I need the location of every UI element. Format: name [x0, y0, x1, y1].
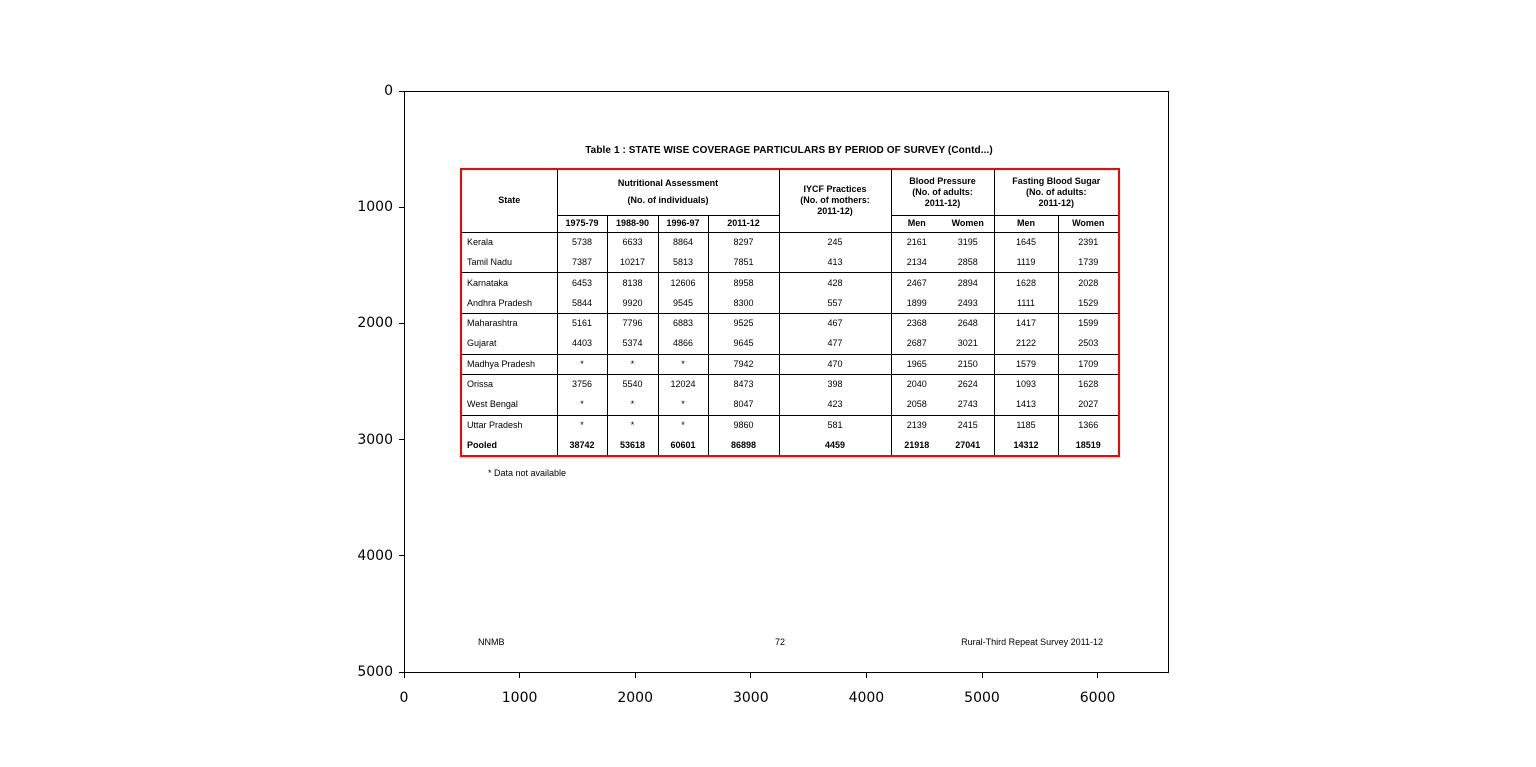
x-axis-tick [866, 673, 867, 678]
table-row-uttar-pradesh [461, 415, 1119, 435]
value-cell: 1709 [1058, 354, 1119, 374]
y-axis-tick-label: 1000 [357, 199, 393, 216]
y-axis-tick-label: 4000 [357, 547, 393, 564]
value-cell: 1413 [994, 395, 1058, 415]
value-cell: 5374 [607, 334, 658, 354]
header-bp-men: Men [891, 215, 942, 232]
header-year-2011-12: 2011-12 [708, 215, 779, 232]
footer-survey-name: Rural-Third Repeat Survey 2011-12 [961, 637, 1103, 647]
value-cell: * [607, 354, 658, 374]
value-cell: 12606 [658, 273, 708, 293]
y-axis-tick [399, 323, 404, 324]
value-cell: 1119 [994, 252, 1058, 272]
value-cell: 8297 [708, 232, 779, 252]
header-na-line2: (No. of individuals) [627, 195, 709, 206]
table-row-tamil-nadu [461, 252, 1119, 272]
header-fbs-line1: Fasting Blood Sugar [1012, 175, 1101, 186]
table-row-orissa [461, 375, 1119, 395]
header-year-1975-79: 1975-79 [557, 215, 607, 232]
x-axis-tick [1097, 673, 1098, 678]
value-cell: 2134 [891, 252, 942, 272]
value-cell: 7851 [708, 252, 779, 272]
x-axis-tick-label: 5000 [964, 690, 1000, 706]
value-cell: 2503 [1058, 334, 1119, 354]
header-fbs-men: Men [994, 215, 1058, 232]
table-row-kerala [461, 232, 1119, 252]
value-cell: * [658, 354, 708, 374]
value-cell: 9920 [607, 293, 658, 313]
value-cell: 2058 [891, 395, 942, 415]
footnote: * Data not available [488, 468, 567, 478]
header-iycf-line1: IYCF Practices [803, 184, 867, 195]
header-fbs-line3: 2011-12) [1038, 197, 1075, 208]
coverage-table [460, 168, 1120, 457]
value-cell: 2415 [942, 415, 994, 435]
value-cell: 2028 [1058, 273, 1119, 293]
value-cell: 1093 [994, 375, 1058, 395]
state-cell: Maharashtra [461, 313, 557, 333]
x-axis-tick [982, 673, 983, 678]
value-cell: 245 [779, 232, 891, 252]
value-cell: 4403 [557, 334, 607, 354]
header-iycf-line2: (No. of mothers: [800, 195, 870, 206]
x-axis-tick-label: 0 [399, 690, 409, 706]
value-cell: 423 [779, 395, 891, 415]
value-cell: 9545 [658, 293, 708, 313]
value-cell: 1645 [994, 232, 1058, 252]
x-axis-tick [750, 673, 751, 678]
value-cell: 2648 [942, 313, 994, 333]
value-cell: 2150 [942, 354, 994, 374]
value-cell: 581 [779, 415, 891, 435]
value-cell: 1899 [891, 293, 942, 313]
value-cell: 3021 [942, 334, 994, 354]
header-iycf-line3: 2011-12) [817, 206, 853, 217]
x-axis-tick-label: 6000 [1079, 690, 1116, 706]
value-cell: 1185 [994, 415, 1058, 435]
header-row-groups [461, 169, 1119, 215]
x-axis-tick [635, 673, 636, 678]
value-cell: 6633 [607, 232, 658, 252]
value-cell: 1417 [994, 313, 1058, 333]
value-cell: 5540 [607, 375, 658, 395]
table-row-karnataka [461, 273, 1119, 293]
value-cell: 2139 [906, 420, 927, 431]
value-cell: * [557, 354, 607, 374]
value-cell: 557 [779, 293, 891, 313]
value-cell: 3756 [557, 375, 607, 395]
value-cell: 4866 [658, 334, 708, 354]
value-cell: 5738 [557, 232, 607, 252]
value-cell: 413 [779, 252, 891, 272]
y-axis-tick-label: 2000 [357, 315, 393, 332]
x-axis-tick [519, 673, 520, 678]
value-cell: 12024 [658, 375, 708, 395]
table-row-west-bengal [461, 395, 1119, 415]
state-cell: Madhya Pradesh [461, 354, 557, 374]
y-axis-tick [399, 207, 404, 208]
header-year-1988-90: 1988-90 [607, 215, 658, 232]
value-cell: 1628 [994, 273, 1058, 293]
value-cell: 7942 [708, 354, 779, 374]
value-cell: 14312 [994, 436, 1058, 456]
value-cell: 2161 [906, 236, 927, 247]
value-cell: 5844 [557, 293, 607, 313]
value-cell: 1599 [1058, 313, 1119, 333]
value-cell: 6883 [658, 313, 708, 333]
table-row-madhya-pradesh [461, 354, 1119, 374]
header-state: State [461, 169, 557, 232]
value-cell: 4459 [779, 436, 891, 456]
value-cell: 6453 [557, 273, 607, 293]
value-cell: 10217 [607, 252, 658, 272]
value-cell: * [557, 415, 607, 435]
table-row-maharashtra [461, 313, 1119, 333]
value-cell: 1579 [994, 354, 1058, 374]
y-axis-tick [399, 555, 404, 556]
value-cell: 1529 [1058, 293, 1119, 313]
value-cell: 9860 [708, 415, 779, 435]
value-cell: 8864 [658, 232, 708, 252]
state-cell: Andhra Pradesh [461, 293, 557, 313]
value-cell: 8047 [708, 395, 779, 415]
state-cell: West Bengal [461, 395, 557, 415]
value-cell: 27041 [942, 436, 994, 456]
state-cell: Orissa [461, 375, 557, 395]
y-axis-tick-label: 3000 [357, 431, 393, 448]
table-row-andhra-pradesh [461, 293, 1119, 313]
header-blood-pressure [891, 169, 994, 215]
header-iycf [779, 169, 891, 232]
value-cell: 86898 [708, 436, 779, 456]
value-cell: 2122 [994, 334, 1058, 354]
value-cell: 7387 [557, 252, 607, 272]
value-cell: 38742 [557, 436, 607, 456]
value-cell: 2624 [942, 375, 994, 395]
value-cell: 467 [779, 313, 891, 333]
value-cell: * [607, 395, 658, 415]
page-title: Table 1 : STATE WISE COVERAGE PARTICULARS BY PERIOD OF SURVEY (Contd...) [585, 145, 993, 156]
value-cell: 1111 [994, 293, 1058, 313]
state-cell: Kerala [461, 232, 557, 252]
value-cell: 2858 [942, 252, 994, 272]
x-axis-tick-label: 4000 [848, 690, 885, 706]
value-cell: 18519 [1058, 436, 1119, 456]
header-fbs-line2: (No. of adults: [1026, 186, 1087, 197]
state-cell: Pooled [461, 436, 557, 456]
header-bp-line2: (No. of adults: [912, 186, 973, 197]
value-cell: 5161 [557, 313, 607, 333]
value-cell: 2467 [906, 277, 927, 288]
value-cell: 398 [779, 375, 891, 395]
value-cell: 477 [779, 334, 891, 354]
state-cell: Gujarat [461, 334, 557, 354]
value-cell: 8138 [607, 273, 658, 293]
state-cell: Karnataka [461, 273, 557, 293]
value-cell: 3195 [942, 232, 994, 252]
x-axis-tick-label: 3000 [732, 690, 769, 706]
value-cell: 7796 [607, 313, 658, 333]
value-cell: 8300 [708, 293, 779, 313]
header-bp-line1: Blood Pressure [909, 175, 976, 186]
value-cell: 8958 [708, 273, 779, 293]
value-cell: 21918 [904, 439, 930, 450]
value-cell: 428 [779, 273, 891, 293]
table-row-pooled [461, 436, 1119, 456]
value-cell: * [658, 395, 708, 415]
value-cell: 2894 [942, 273, 994, 293]
table-row-gujarat [461, 334, 1119, 354]
value-cell: 60601 [658, 436, 708, 456]
value-cell: 53618 [607, 436, 658, 456]
state-cell: Uttar Pradesh [461, 415, 557, 435]
header-fbs-women: Women [1058, 215, 1119, 232]
value-cell: 1366 [1058, 415, 1119, 435]
value-cell: 2493 [942, 293, 994, 313]
value-cell: 1739 [1058, 252, 1119, 272]
table-body [461, 232, 1119, 456]
value-cell: 470 [779, 354, 891, 374]
value-cell: 5813 [658, 252, 708, 272]
x-axis-tick-label: 2000 [617, 690, 653, 706]
footer-nnmb: NNMB [478, 637, 505, 647]
value-cell: 9525 [708, 313, 779, 333]
value-cell: 2687 [891, 334, 942, 354]
y-axis-tick [399, 91, 404, 92]
value-cell: * [607, 415, 658, 435]
value-cell: 8473 [708, 375, 779, 395]
y-axis-tick-label: 5000 [357, 664, 393, 680]
state-cell: Tamil Nadu [461, 252, 557, 272]
header-nutritional-assessment [557, 169, 779, 215]
x-axis-tick [404, 673, 405, 678]
footer-page-number: 72 [774, 637, 785, 647]
y-axis-tick-label: 0 [384, 83, 393, 99]
value-cell: 9645 [708, 334, 779, 354]
header-fasting-blood-sugar [994, 169, 1119, 215]
value-cell: 1965 [891, 354, 942, 374]
value-cell: 2027 [1058, 395, 1119, 415]
value-cell: 1628 [1058, 375, 1119, 395]
value-cell: * [658, 415, 708, 435]
value-cell: 2391 [1058, 232, 1119, 252]
header-bp-women: Women [942, 215, 994, 232]
value-cell: 2040 [906, 379, 927, 390]
value-cell: 2743 [942, 395, 994, 415]
value-cell: 2368 [906, 318, 927, 329]
header-na-line1: Nutritional Assessment [617, 178, 719, 189]
y-axis-tick [399, 439, 404, 440]
header-year-1996-97: 1996-97 [658, 215, 708, 232]
x-axis-tick-label: 1000 [501, 690, 538, 706]
value-cell: * [557, 395, 607, 415]
header-bp-line3: 2011-12) [924, 197, 961, 208]
